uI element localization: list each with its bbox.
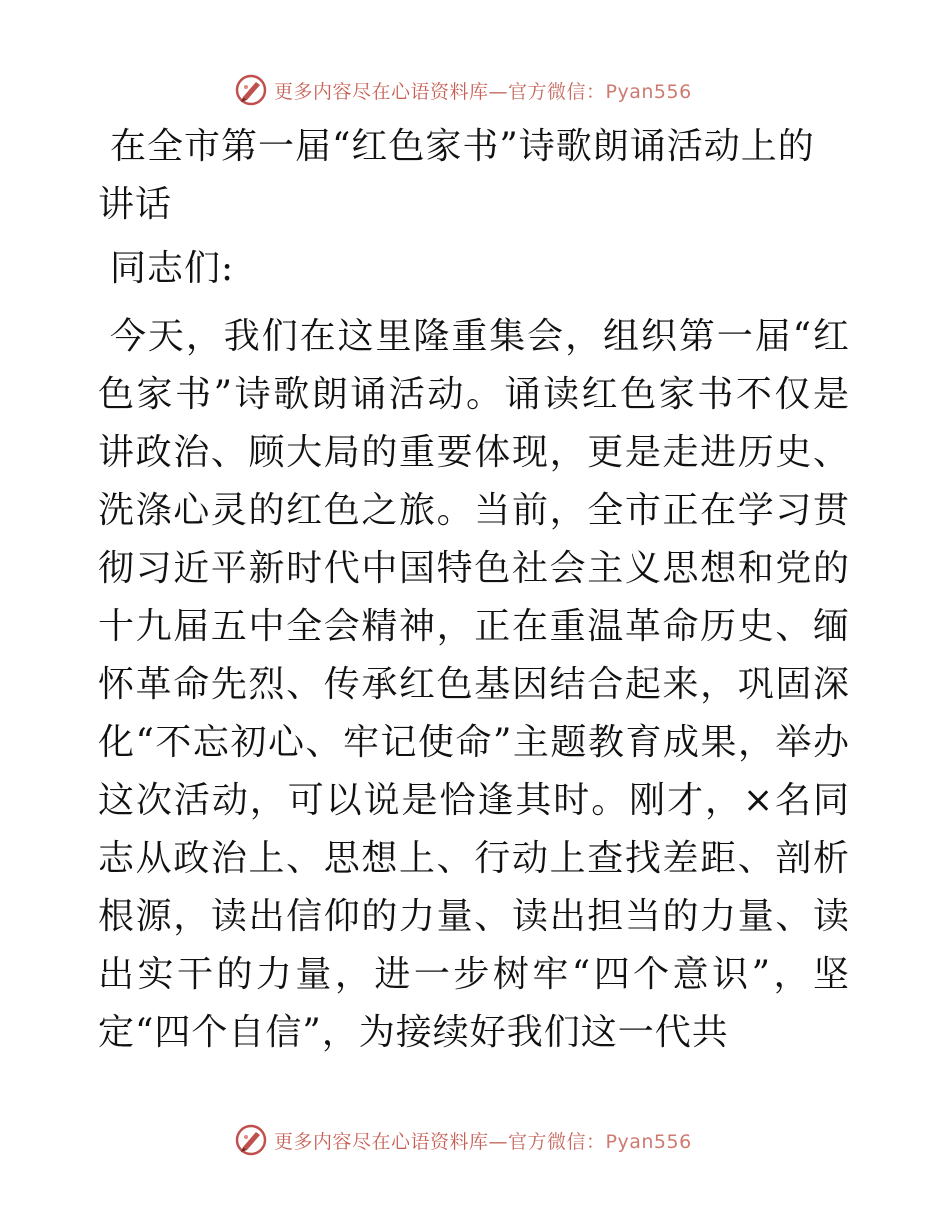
watermark-contact-label: 官方微信： <box>508 80 606 103</box>
document-body <box>98 118 850 1070</box>
pen-logo-icon <box>234 73 268 107</box>
watermark-dash: — <box>488 1130 509 1153</box>
watermark-main: 更多内容尽在心语资料库 <box>274 1130 489 1153</box>
watermark-main: 更多内容尽在心语资料库 <box>274 80 489 103</box>
footer-watermark <box>234 1122 692 1158</box>
salutation: 同志们: <box>110 248 235 289</box>
watermark-contact-id: Pyan556 <box>605 1130 692 1153</box>
watermark-text <box>274 77 692 104</box>
watermark-contact-label: 官方微信： <box>508 1130 606 1153</box>
paragraph-1: 今天，我们在这里隆重集会，组织第一届“红色家书”诗歌朗诵活动。诵读红色家书不仅是讲政治、顾大局的重要体现，更是走进历史、洗涤心灵的红色之旅。当前，全市正在学习贯彻习近平新时代中国特色社会主义思想和党的十九届五中全会精神，正在重温革命历史、缅怀革命先烈、传承红色基因结合起来，巩固深化“不忘初心、牢记使命”主题教育成果，举办这次活动，可以说是恰逢其时。刚才，×名同志从政治上、思想上、行动上查找差距、剖析根源，读出信仰的力量、读出担当的力量、读出实干的力量，进一步树牢“四个意识”，坚定“四个自信”，为接续好我们这一代共 <box>98 316 850 1053</box>
pen-logo-icon <box>234 1123 268 1157</box>
watermark-dash: — <box>488 80 509 103</box>
watermark-text <box>274 1127 692 1154</box>
document-title: 在全市第一届“红色家书”诗歌朗诵活动上的讲话 <box>98 126 815 225</box>
watermark-contact-id: Pyan556 <box>605 80 692 103</box>
header-watermark <box>234 72 692 108</box>
